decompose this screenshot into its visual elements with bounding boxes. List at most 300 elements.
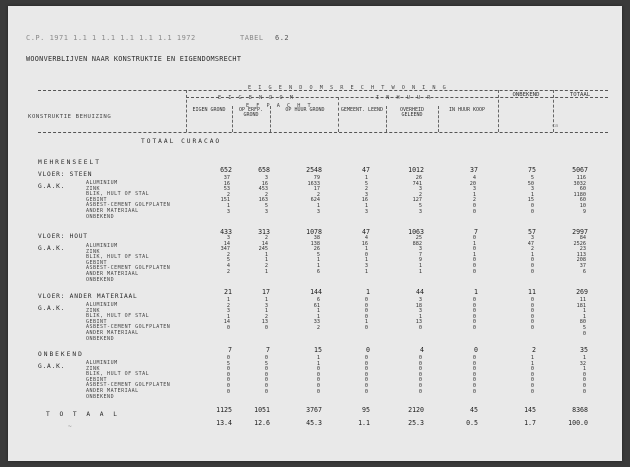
table-cell: 1	[366, 288, 370, 296]
table-cell: 0	[472, 377, 476, 384]
table-cell: 1	[530, 251, 534, 258]
table-cell: 2	[264, 191, 268, 198]
table-cell: 0	[264, 371, 268, 378]
table-cell: 2	[418, 191, 422, 198]
material-label: ASBEST-CEMENT GOLFPLATEN	[86, 265, 171, 272]
table-cell: 0	[316, 388, 320, 395]
col-header-7: ONBEKEND	[512, 92, 540, 98]
table-cell: 1	[530, 191, 534, 198]
table-cell: 14	[223, 319, 230, 326]
table-cell: 0	[418, 360, 422, 367]
table-cell: 1	[582, 313, 586, 320]
table-cell: 1	[472, 251, 476, 258]
col-header-3: OP HUUR GROND	[285, 107, 325, 113]
section-title: TOTAAL CURACAO	[141, 138, 222, 145]
table-cell: 2	[472, 197, 476, 204]
table-cell: 0	[530, 388, 534, 395]
table-cell: 2	[316, 191, 320, 198]
table-cell: 3	[418, 297, 422, 303]
table-cell: 0	[530, 366, 534, 373]
table-cell: 1	[316, 308, 320, 315]
material-labels	[86, 181, 170, 220]
material-label: ALUMINIUM	[86, 180, 118, 186]
table-cell: 1.7	[524, 419, 536, 427]
stack-column	[365, 298, 368, 332]
table-cell: 7	[474, 228, 478, 236]
col-divider	[232, 106, 233, 132]
table-cell: 5	[364, 180, 368, 187]
material-label: GEBINT	[86, 196, 108, 203]
erfpacht-header: E F P A C H T	[246, 103, 313, 109]
table-cell: 0	[472, 308, 476, 315]
table-cell: 0	[472, 360, 476, 367]
table-cell: 0	[364, 251, 368, 258]
material-label: ZINK	[86, 307, 101, 314]
table-cell: 0	[264, 324, 268, 331]
material-label: ANDER MATERIAAL	[86, 387, 139, 394]
table-cell: 1	[364, 175, 368, 181]
rule-header-bottom	[38, 132, 608, 133]
table-cell: 0	[264, 382, 268, 389]
stack-column	[577, 298, 586, 337]
table-cell: 2	[532, 346, 536, 354]
stack-column	[531, 298, 534, 332]
stack-column	[528, 176, 534, 215]
table-cell: 17	[262, 288, 270, 296]
table-cell: 0	[530, 377, 534, 384]
table-cell: 658	[258, 166, 270, 174]
table-cell: 1	[472, 191, 476, 198]
table-cell: 1051	[254, 406, 270, 414]
table-cell: 2	[264, 235, 268, 241]
table-cell: 3	[226, 308, 230, 315]
table-cell: 882	[412, 240, 422, 247]
stack-column	[317, 356, 320, 395]
col-divider	[338, 97, 339, 132]
table-cell: 4	[226, 262, 230, 269]
table-cell: 0	[530, 308, 534, 315]
table-cell: 1633	[307, 180, 320, 187]
stack-column	[419, 356, 422, 395]
table-cell: 37	[470, 166, 478, 174]
stack-column	[416, 298, 422, 332]
table-cell: 2	[226, 251, 230, 258]
table-cell: 6	[582, 268, 586, 275]
stack-column	[265, 356, 268, 395]
material-label: ZINK	[86, 248, 101, 255]
table-cell: 3	[226, 208, 230, 215]
table-cell: 1012	[408, 166, 424, 174]
material-label: ASBEST-CEMENT GOLFPLATEN	[86, 202, 171, 209]
table-cell: 45.3	[306, 419, 322, 427]
table-cell: 16	[361, 240, 368, 247]
table-cell: 0	[472, 313, 476, 320]
table-cell: 0	[472, 382, 476, 389]
table-cell: 3	[364, 191, 368, 198]
table-cell: 0	[530, 202, 534, 209]
stack-column	[365, 356, 368, 395]
table-cell: 45	[470, 406, 478, 414]
stack-column	[221, 176, 230, 215]
table-cell: 47	[362, 166, 370, 174]
table-cell: 1	[530, 355, 534, 361]
table-cell: 453	[258, 186, 268, 193]
table-cell: 0	[364, 377, 368, 384]
table-cell: 0	[418, 324, 422, 331]
table-cell: 0	[364, 297, 368, 303]
table-cell: 6	[316, 297, 320, 303]
table-cell: 38	[313, 235, 320, 241]
table-cell: 0	[226, 371, 230, 378]
material-label: ZINK	[86, 365, 101, 372]
table-cell: 5	[418, 202, 422, 209]
table-cell: 8368	[572, 406, 588, 414]
table-cell: 4	[420, 346, 424, 354]
col-divider	[498, 90, 499, 132]
table-cell: 11	[528, 288, 536, 296]
table-cell: 13	[415, 319, 422, 326]
table-cell: 0	[530, 319, 534, 326]
table-cell: 37	[223, 175, 230, 181]
table-cell: 3	[364, 262, 368, 269]
table-cell: 1	[226, 313, 230, 320]
table-cell: 4	[364, 235, 368, 241]
table-cell: 181	[576, 302, 586, 309]
table-cell: 0	[366, 346, 370, 354]
material-label: BLIK, HULT OF STAL	[86, 313, 150, 320]
table-cell: 1	[316, 202, 320, 209]
table-cell: 20	[469, 180, 476, 187]
stack-column	[227, 356, 230, 395]
table-cell: 0	[472, 388, 476, 395]
table-label: TABEL	[240, 34, 264, 42]
material-labels	[86, 361, 170, 400]
table-cell: 6	[316, 268, 320, 275]
material-label: ALUMINIUM	[86, 243, 118, 249]
group-name: ONBEKEND	[38, 351, 84, 358]
table-cell: 0	[582, 371, 586, 378]
material-label: ASBEST-CEMENT GOLFPLATEN	[86, 324, 171, 331]
table-cell: 313	[258, 228, 270, 236]
stack-column	[362, 236, 368, 275]
material-label: ANDER MATERIAAL	[86, 207, 139, 214]
table-cell: 1	[316, 313, 320, 320]
table-cell: 3	[226, 235, 230, 241]
table-cell: 13.4	[216, 419, 232, 427]
table-cell: 0	[226, 377, 230, 384]
material-label: ASBEST-CEMENT GOLFPLATEN	[86, 382, 171, 389]
col-header-4: GEMEENT. LEEND	[340, 107, 384, 113]
table-cell: 1	[582, 355, 586, 361]
table-cell: 47	[362, 228, 370, 236]
stack-column	[259, 236, 268, 275]
table-cell: 3	[530, 235, 534, 241]
table-cell: 100.0	[568, 419, 588, 427]
table-cell: 57	[528, 228, 536, 236]
material-label: BLIK, HULT OF STAL	[86, 371, 150, 378]
table-cell: 60	[579, 186, 586, 193]
table-cell: 1	[364, 202, 368, 209]
group-material-label: G.A.K.	[38, 183, 66, 190]
stack-column	[574, 176, 587, 215]
table-cell: 1	[264, 268, 268, 275]
table-cell: 9	[582, 208, 586, 215]
table-cell: 32	[579, 360, 586, 367]
table-cell: 0	[316, 371, 320, 378]
stack-column	[473, 356, 476, 395]
table-cell: 0	[474, 346, 478, 354]
material-label: ALUMINIUM	[86, 360, 118, 366]
table-cell: 151	[220, 197, 230, 204]
table-title: WOONVERBLIJVEN NAAR KONSTRUKTIE EN EIGENDOMSRECHT	[26, 55, 242, 63]
table-cell: 5067	[572, 166, 588, 174]
table-cell: 624	[310, 197, 320, 204]
group-material-label: G.A.K.	[38, 363, 66, 370]
table-cell: 1	[316, 262, 320, 269]
table-cell: 0	[364, 366, 368, 373]
table-cell: 0	[472, 302, 476, 309]
table-cell: 5	[226, 257, 230, 264]
stack-column	[473, 236, 476, 275]
table-cell: 3	[530, 186, 534, 193]
table-cell: 0	[530, 208, 534, 215]
table-cell: 7	[418, 251, 422, 258]
table-cell: 0	[418, 371, 422, 378]
table-cell: 3	[418, 186, 422, 193]
stack-column	[308, 176, 321, 215]
stack-column	[528, 236, 534, 275]
table-cell: 17	[313, 186, 320, 193]
table-cell: 0	[316, 366, 320, 373]
table-cell: 1	[316, 360, 320, 367]
table-cell: 2997	[572, 228, 588, 236]
table-cell: 14	[223, 240, 230, 247]
material-label: ZINK	[86, 185, 101, 192]
material-label: BLIK, HULT OF STAL	[86, 254, 150, 261]
table-cell: 0	[472, 235, 476, 241]
table-cell: 0	[472, 257, 476, 264]
table-cell: 0	[472, 319, 476, 326]
material-label: GEBINT	[86, 376, 108, 383]
table-cell: 95	[362, 406, 370, 414]
table-cell: 347	[220, 246, 230, 253]
table-cell: 5	[264, 202, 268, 209]
stack-column	[311, 236, 320, 275]
table-cell: 1	[418, 313, 422, 320]
table-cell: 3	[316, 208, 320, 215]
table-cell: 741	[412, 180, 422, 187]
table-cell: 3	[418, 308, 422, 315]
corner-mark: ca	[552, 123, 559, 129]
stack-column	[413, 176, 422, 215]
table-cell: 0	[364, 302, 368, 309]
material-label: GEBINT	[86, 318, 108, 325]
group-material-label: G.A.K.	[38, 305, 66, 312]
table-cell: 1	[264, 297, 268, 303]
table-cell: 1	[364, 268, 368, 275]
table-cell: 2	[364, 186, 368, 193]
table-cell: 0	[364, 371, 368, 378]
table-cell: 7	[228, 346, 232, 354]
table-cell: 0	[364, 382, 368, 389]
material-labels	[86, 244, 170, 283]
table-cell: 0	[264, 377, 268, 384]
table-cell: 1	[264, 308, 268, 315]
table-cell: 1	[226, 202, 230, 209]
table-cell: 14	[261, 240, 268, 247]
table-cell: 0	[582, 382, 586, 389]
table-cell: 116	[576, 175, 586, 181]
table-cell: 2	[226, 302, 230, 309]
table-cell: 2	[530, 246, 534, 253]
table-cell: 0	[418, 355, 422, 361]
table-cell: 53	[223, 186, 230, 193]
table-cell: 0	[530, 313, 534, 320]
stack-column	[531, 356, 534, 395]
table-cell: 25.3	[408, 419, 424, 427]
table-cell: 1	[474, 288, 478, 296]
material-label: ALUMINIUM	[86, 302, 118, 308]
table-cell: 0	[316, 382, 320, 389]
material-label: ONBEKEND	[86, 393, 115, 400]
table-cell: 3	[418, 208, 422, 215]
table-cell: 23	[579, 246, 586, 253]
group-subtitle: VLOER: STEEN	[38, 171, 93, 178]
table-cell: 3	[264, 175, 268, 181]
table-cell: 0	[582, 330, 586, 337]
document-page	[8, 6, 622, 461]
table-cell: 1125	[216, 406, 232, 414]
table-cell: 1078	[306, 228, 322, 236]
huur-header: I N H U U R	[376, 95, 433, 101]
stack-column	[413, 236, 422, 275]
table-number: 6.2	[275, 34, 290, 42]
table-cell: 0	[418, 377, 422, 384]
table-cell: 0	[418, 366, 422, 373]
stack-column	[262, 298, 268, 332]
table-cell: 16	[223, 180, 230, 187]
table-cell: 0	[418, 382, 422, 389]
table-cell: 1	[472, 240, 476, 247]
table-cell: 0.5	[466, 419, 478, 427]
table-cell: 1	[226, 297, 230, 303]
table-cell: 26	[415, 175, 422, 181]
table-cell: 0	[472, 246, 476, 253]
col-divider	[438, 106, 439, 132]
table-cell: 3767	[306, 406, 322, 414]
material-labels	[86, 303, 170, 342]
table-cell: 0	[472, 324, 476, 331]
col-divider	[186, 90, 187, 132]
col-header-8: TOTAAL	[569, 92, 591, 98]
table-cell: 0	[418, 388, 422, 395]
table-cell: 1063	[408, 228, 424, 236]
col-divider	[270, 106, 271, 132]
table-cell: 0	[530, 257, 534, 264]
col-header-2: OP ERFP. GROND	[238, 107, 264, 119]
table-cell: 2	[264, 262, 268, 269]
table-cell: 7	[266, 346, 270, 354]
group-name: VLOER: HOUT	[38, 233, 88, 240]
table-cell: 0	[264, 388, 268, 395]
table-cell: 0	[472, 297, 476, 303]
table-cell: 0	[316, 377, 320, 384]
table-cell: 5	[316, 251, 320, 258]
table-cell: 26	[313, 246, 320, 253]
table-cell: 21	[224, 288, 232, 296]
material-label: ANDER MATERIAAL	[86, 329, 139, 336]
table-cell: 11	[579, 297, 586, 303]
table-cell: 15	[527, 197, 534, 204]
table-cell: 0	[226, 382, 230, 389]
table-cell: 0	[530, 268, 534, 275]
table-cell: 3	[264, 302, 268, 309]
material-label: BLIK, HULT OF STAL	[86, 191, 150, 198]
table-cell: 75	[528, 166, 536, 174]
table-cell: 652	[220, 166, 232, 174]
col-header-6: IN HUUR KOOP	[448, 107, 486, 113]
table-cell: 1	[530, 360, 534, 367]
table-cell: 37	[579, 262, 586, 269]
col-header-5: OVERHEID GELEEND	[399, 107, 425, 119]
table-cell: 0	[472, 202, 476, 209]
table-cell: 61	[313, 302, 320, 309]
table-cell: 84	[579, 235, 586, 241]
table-cell: 1	[582, 308, 586, 315]
stack-column	[224, 298, 230, 332]
table-cell: 3	[472, 186, 476, 193]
source-line: C.P. 1971 1.1 1 1.1 1.1 1.1 1.1 1972	[26, 34, 196, 42]
group-material-label: G.A.K.	[38, 245, 66, 252]
table-cell: 208	[576, 257, 586, 264]
table-cell: 79	[313, 175, 320, 181]
table-cell: 2120	[408, 406, 424, 414]
material-label: GEBINT	[86, 259, 108, 266]
table-cell: 44	[416, 288, 424, 296]
table-cell: 2548	[306, 166, 322, 174]
table-cell: 16	[261, 180, 268, 187]
col-header-1: EIGEN GROND	[192, 107, 226, 113]
table-cell: 10	[579, 202, 586, 209]
table-cell: 1	[316, 355, 320, 361]
footnote-mark: ~	[68, 423, 72, 430]
table-cell: 0	[530, 297, 534, 303]
table-cell: 1	[364, 319, 368, 326]
table-cell: 0	[364, 388, 368, 395]
table-cell: 3	[418, 246, 422, 253]
table-cell: 1	[364, 257, 368, 264]
stack-column	[470, 176, 476, 215]
totals-label: T O T A A L	[46, 411, 120, 418]
table-cell: 0	[364, 313, 368, 320]
row-header-label: KONSTRUKTIE BEHUIZING	[28, 114, 112, 120]
table-cell: 80	[579, 319, 586, 326]
table-cell: 2526	[573, 240, 586, 247]
table-cell: 0	[364, 324, 368, 331]
stack-column	[473, 298, 476, 332]
table-cell: 60	[579, 197, 586, 204]
table-cell: 5	[582, 324, 586, 331]
table-cell: 0	[530, 262, 534, 269]
table-cell: 145	[524, 406, 536, 414]
table-cell: 1	[582, 366, 586, 373]
table-cell: 1	[418, 268, 422, 275]
table-cell: 5	[264, 360, 268, 367]
table-cell: 47	[527, 240, 534, 247]
table-cell: 2	[226, 191, 230, 198]
table-cell: 163	[258, 197, 268, 204]
stack-column	[574, 236, 587, 275]
